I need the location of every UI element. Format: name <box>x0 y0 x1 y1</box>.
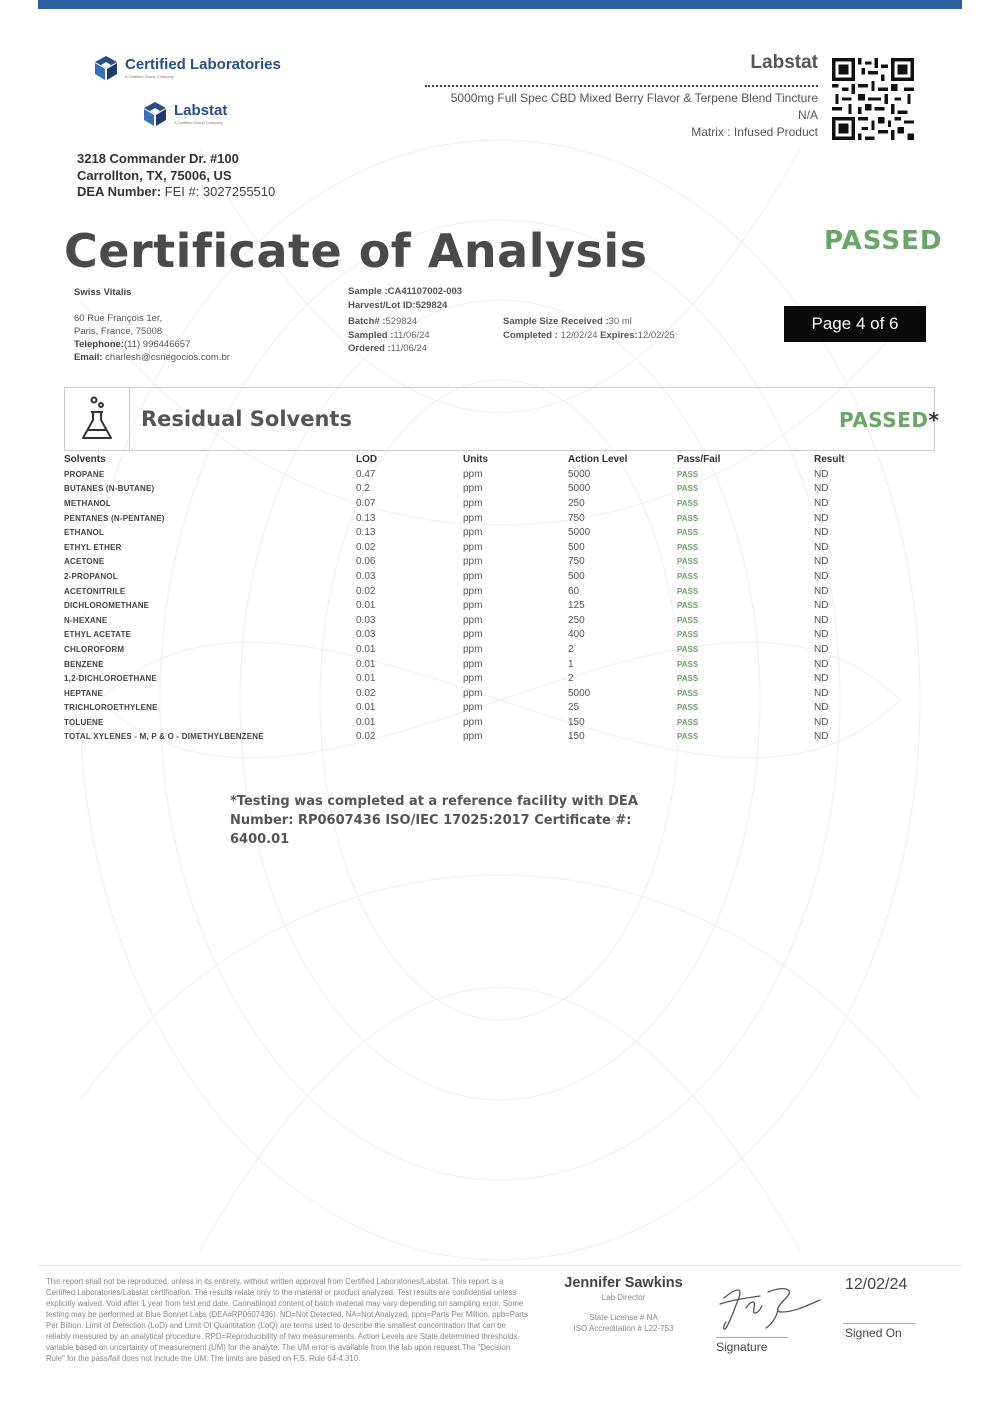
column-header-pass-fail: Pass/Fail <box>677 454 721 465</box>
table-row <box>64 701 864 716</box>
table-row <box>64 525 864 540</box>
ordered-date: 11/06/24 <box>390 343 428 354</box>
lod-value: 0.13 <box>356 512 376 524</box>
pass-fail-value: PASS <box>677 586 699 596</box>
labstat-logo <box>141 100 227 128</box>
result-value: ND <box>814 468 829 480</box>
section-icon-cell <box>64 387 130 451</box>
action-level-value: 5000 <box>568 483 591 495</box>
units-value: ppm <box>463 468 483 480</box>
result-value: ND <box>814 629 829 641</box>
solvent-name: HEPTANE <box>64 688 104 698</box>
solvent-name: N-HEXANE <box>64 615 108 625</box>
page-indicator: Page 4 of 6 <box>784 306 926 342</box>
handwritten-signature <box>716 1278 826 1338</box>
certified-laboratories-logo <box>92 54 281 82</box>
pass-fail-value: PASS <box>677 469 699 479</box>
action-level-value: 150 <box>568 716 585 728</box>
dea-value: FEI #: 3027255510 <box>164 184 276 199</box>
column-header-action-level: Action Level <box>568 454 628 465</box>
solvent-name: ACETONE <box>64 557 105 567</box>
action-level-value: 500 <box>568 541 585 553</box>
table-row <box>64 657 864 672</box>
lod-value: 0.03 <box>356 629 376 641</box>
table-row <box>64 730 864 745</box>
director-title: Lab Director <box>601 1293 646 1302</box>
lod-value: 0.01 <box>356 643 376 655</box>
lod-value: 0.47 <box>356 468 376 480</box>
date-line <box>843 1323 915 1324</box>
solvent-name: 2-PROPANOL <box>64 571 118 581</box>
units-value: ppm <box>463 643 483 655</box>
table-row <box>64 642 864 657</box>
harvest-label: Harvest/Lot ID: <box>348 299 416 311</box>
lod-value: 0.03 <box>356 614 376 626</box>
sample-info-right <box>503 315 675 342</box>
table-row <box>64 569 864 584</box>
solvent-name: PENTANES (N-PENTANE) <box>64 513 165 523</box>
client-info <box>74 286 230 364</box>
table-row <box>64 584 864 599</box>
table-row <box>64 715 864 730</box>
solvent-name: ETHANOL <box>64 528 105 538</box>
action-level-value: 25 <box>568 702 580 714</box>
signed-date: 12/02/24 <box>845 1276 908 1293</box>
units-value: ppm <box>463 527 483 539</box>
client-street: 60 Rue François 1er, <box>74 313 163 324</box>
cube-logo-icon <box>92 54 120 82</box>
expires-label: Expires: <box>600 329 638 341</box>
primary-logo-subtext: A Certified Group Company <box>125 74 174 79</box>
column-header-result: Result <box>814 454 845 465</box>
solvent-name: BENZENE <box>64 659 104 669</box>
table-row <box>64 496 864 511</box>
lod-value: 0.02 <box>356 731 376 743</box>
pass-fail-value: PASS <box>677 644 699 654</box>
state-license: State License # NA <box>589 1313 658 1322</box>
action-level-value: 250 <box>568 497 585 509</box>
action-level-value: 750 <box>568 512 585 524</box>
result-value: ND <box>814 643 829 655</box>
action-level-value: 1 <box>568 658 574 670</box>
client-email: charlesh@csnegocios.com.br <box>105 352 230 363</box>
pass-fail-value: PASS <box>677 571 699 581</box>
client-email-label: Email: <box>74 352 103 363</box>
result-value: ND <box>814 600 829 612</box>
result-value: ND <box>814 483 829 495</box>
section-status-badge <box>839 408 939 432</box>
column-header-lod: LOD <box>356 454 378 465</box>
units-value: ppm <box>463 483 483 495</box>
result-value: ND <box>814 585 829 597</box>
units-value: ppm <box>463 731 483 743</box>
product-details <box>398 90 818 141</box>
solvent-name: ACETONITRILE <box>64 586 126 596</box>
column-header-units: Units <box>463 454 488 465</box>
signed-on-label: Signed On <box>845 1326 902 1340</box>
product-header <box>398 52 818 74</box>
units-value: ppm <box>463 585 483 597</box>
units-value: ppm <box>463 556 483 568</box>
result-value: ND <box>814 497 829 509</box>
lod-value: 0.06 <box>356 556 376 568</box>
pass-fail-value: PASS <box>677 542 699 552</box>
units-value: ppm <box>463 614 483 626</box>
lod-value: 0.03 <box>356 570 376 582</box>
batch-label: Batch# : <box>348 316 386 327</box>
dea-number <box>77 184 275 201</box>
pass-fail-value: PASS <box>677 703 699 713</box>
lod-value: 0.01 <box>356 716 376 728</box>
sample-info <box>348 285 462 356</box>
completed-label: Completed : <box>503 329 558 341</box>
pass-fail-value: PASS <box>677 717 699 727</box>
action-level-value: 150 <box>568 731 585 743</box>
solvent-name: ETHYL ACETATE <box>64 630 132 640</box>
column-header-solvents: Solvents <box>64 454 106 465</box>
pass-fail-value: PASS <box>677 557 699 567</box>
address-line2: Carrollton, TX, 75006, US <box>77 167 232 183</box>
solvent-name: TOLUENE <box>64 717 104 727</box>
lod-value: 0.13 <box>356 527 376 539</box>
pass-fail-value: PASS <box>677 659 699 669</box>
pass-fail-value: PASS <box>677 732 699 742</box>
table-row <box>64 482 864 497</box>
solvent-name: 1,2-DICHLOROETHANE <box>64 674 157 684</box>
result-value: ND <box>814 658 829 670</box>
pass-fail-value: PASS <box>677 688 699 698</box>
disclaimer-text: This report shall not be reproduced, unless in its entirety, without written approval from Certified Laboratories/Labstat. This report is a Certified Laboratories/Labstat certification. The results relate only to the material or product analyzed. Test results are confidential unless explicitly waived. Void after 1 year from test end date. Cannabinoid content of batch material may vary depending on sampling error. Some testing may be performed at Blue Bonnet Labs (DEA#RP0607436). ND=Not Detected, NA=Not Analyzed, ppm=Parts Per Million, ppb=Parts Per Billion. Limit of Detection (LoD) and Limit Of Quantitation (LoQ) are terms used to describe the smallest concentration that can be reliably measured by an analytical procedure. RPD=Reproducibility of two measurements. Action Levels are State determined thresholds variable based on uncertainty of measurement (UM) for the analyte. The UM error is available from the lab upon request.The "Decision Rule" for the pass/fail does not include the UM. The limits are based on F.S. Rule 64-4.310. <box>46 1277 528 1363</box>
top-accent-bar <box>38 0 962 9</box>
solvent-name: TRICHLOROETHYLENE <box>64 703 158 713</box>
result-value: ND <box>814 673 829 685</box>
action-level-value: 400 <box>568 629 585 641</box>
table-row <box>64 613 864 628</box>
result-value: ND <box>814 731 829 743</box>
action-level-value: 2 <box>568 673 574 685</box>
solvent-name: BUTANES (N-BUTANE) <box>64 484 155 494</box>
units-value: ppm <box>463 512 483 524</box>
harvest-id: 529824 <box>415 299 448 311</box>
client-telephone-label: Telephone: <box>74 339 124 350</box>
primary-logo-text: Certified Laboratories <box>125 56 281 73</box>
section-status-star: * <box>928 408 940 432</box>
result-value: ND <box>814 570 829 582</box>
lod-value: 0.02 <box>356 585 376 597</box>
action-level-value: 250 <box>568 614 585 626</box>
solvent-name: TOTAL XYLENES - M, P & O - DIMETHYLBENZENE <box>64 732 264 742</box>
action-level-value: 5000 <box>568 687 591 699</box>
result-value: ND <box>814 687 829 699</box>
secondary-logo-text: Labstat <box>174 102 228 119</box>
action-level-value: 750 <box>568 556 585 568</box>
lod-value: 0.01 <box>356 658 376 670</box>
product-matrix: Matrix : Infused Product <box>691 125 818 139</box>
table-row <box>64 671 864 686</box>
pass-fail-value: PASS <box>677 601 699 611</box>
result-value: ND <box>814 702 829 714</box>
client-name: Swiss Vitalis <box>74 287 132 298</box>
pass-fail-value: PASS <box>677 674 699 684</box>
result-value: ND <box>814 556 829 568</box>
residual-solvents-table <box>64 452 864 744</box>
table-row <box>64 540 864 555</box>
reference-facility-footnote: *Testing was completed at a reference facility with DEA Number: RP0607436 ISO/IEC 17025:2017 Certificate #: 6400.01 <box>230 794 638 847</box>
lod-value: 0.01 <box>356 673 376 685</box>
sampled-label: Sampled : <box>348 329 394 341</box>
dea-label: DEA Number: <box>77 184 162 199</box>
lod-value: 0.01 <box>356 600 376 612</box>
action-level-value: 500 <box>568 570 585 582</box>
result-value: ND <box>814 541 829 553</box>
sample-size: 30 ml <box>608 316 632 327</box>
flask-icon <box>79 396 115 442</box>
lab-address <box>77 151 275 201</box>
table-header-row <box>64 452 864 467</box>
table-row <box>64 598 864 613</box>
units-value: ppm <box>463 687 483 699</box>
sample-id: CA41107002-003 <box>387 286 463 297</box>
units-value: ppm <box>463 702 483 714</box>
table-row <box>64 555 864 570</box>
solvent-name: ETHYL ETHER <box>64 542 122 552</box>
result-value: ND <box>814 716 829 728</box>
sample-size-label: Sample Size Received : <box>503 316 609 327</box>
iso-accreditation: ISO Accreditation # L22-753 <box>573 1324 674 1333</box>
pass-fail-value: PASS <box>677 498 699 508</box>
table-row <box>64 467 864 482</box>
table-row <box>64 628 864 643</box>
completed-date: 12/02/24 <box>560 329 598 341</box>
section-title: Residual Solvents <box>141 407 352 431</box>
units-value: ppm <box>463 541 483 553</box>
cube-logo-icon <box>141 100 169 128</box>
director-name: Jennifer Sawkins <box>564 1275 683 1291</box>
footer-divider <box>38 1265 962 1266</box>
pass-fail-value: PASS <box>677 528 699 538</box>
action-level-value: 60 <box>568 585 580 597</box>
secondary-logo-subtext: A Certified Group Company <box>174 120 223 125</box>
header-lab-name: Labstat <box>750 52 818 73</box>
units-value: ppm <box>463 497 483 509</box>
table-body <box>64 467 864 744</box>
units-value: ppm <box>463 629 483 641</box>
result-value: ND <box>814 512 829 524</box>
sampled-date: 11/06/24 <box>393 329 430 341</box>
expires-date: 12/02/25 <box>637 329 675 341</box>
solvent-name: CHLOROFORM <box>64 644 125 654</box>
action-level-value: 2 <box>568 643 574 655</box>
action-level-value: 5000 <box>568 468 591 480</box>
client-telephone: (11) 996446657 <box>123 339 191 350</box>
lod-value: 0.01 <box>356 702 376 714</box>
overall-status-badge: PASSED <box>824 226 943 256</box>
action-level-value: 125 <box>568 600 585 612</box>
units-value: ppm <box>463 570 483 582</box>
action-level-value: 5000 <box>568 527 591 539</box>
batch-id: 529824 <box>385 316 418 327</box>
pass-fail-value: PASS <box>677 615 699 625</box>
client-city: Paris, France, 75008 <box>74 326 163 337</box>
units-value: ppm <box>463 600 483 612</box>
table-row <box>64 686 864 701</box>
lod-value: 0.2 <box>356 483 370 495</box>
units-value: ppm <box>463 658 483 670</box>
lod-value: 0.07 <box>356 497 376 509</box>
sample-label: Sample : <box>348 286 388 297</box>
dotted-divider <box>425 85 818 87</box>
result-value: ND <box>814 614 829 626</box>
units-value: ppm <box>463 673 483 685</box>
pass-fail-value: PASS <box>677 630 699 640</box>
lod-value: 0.02 <box>356 541 376 553</box>
result-value: ND <box>814 527 829 539</box>
signature-line <box>716 1337 788 1338</box>
product-na: N/A <box>797 108 818 122</box>
table-row <box>64 511 864 526</box>
solvent-name: DICHLOROMETHANE <box>64 601 150 611</box>
ordered-label: Ordered : <box>348 343 391 354</box>
pass-fail-value: PASS <box>677 484 699 494</box>
page-title: Certificate of Analysis <box>64 224 648 278</box>
section-status: PASSED <box>839 408 929 432</box>
pass-fail-value: PASS <box>677 513 699 523</box>
qr-code-icon[interactable] <box>832 58 914 140</box>
solvent-name: PROPANE <box>64 469 105 479</box>
solvent-name: METHANOL <box>64 498 111 508</box>
lod-value: 0.02 <box>356 687 376 699</box>
address-line1: 3218 Commander Dr. #100 <box>77 151 239 166</box>
units-value: ppm <box>463 716 483 728</box>
signature-label: Signature <box>716 1340 768 1354</box>
lab-director-block <box>556 1275 691 1334</box>
product-name: 5000mg Full Spec CBD Mixed Berry Flavor & Terpene Blend Tincture <box>450 91 818 105</box>
